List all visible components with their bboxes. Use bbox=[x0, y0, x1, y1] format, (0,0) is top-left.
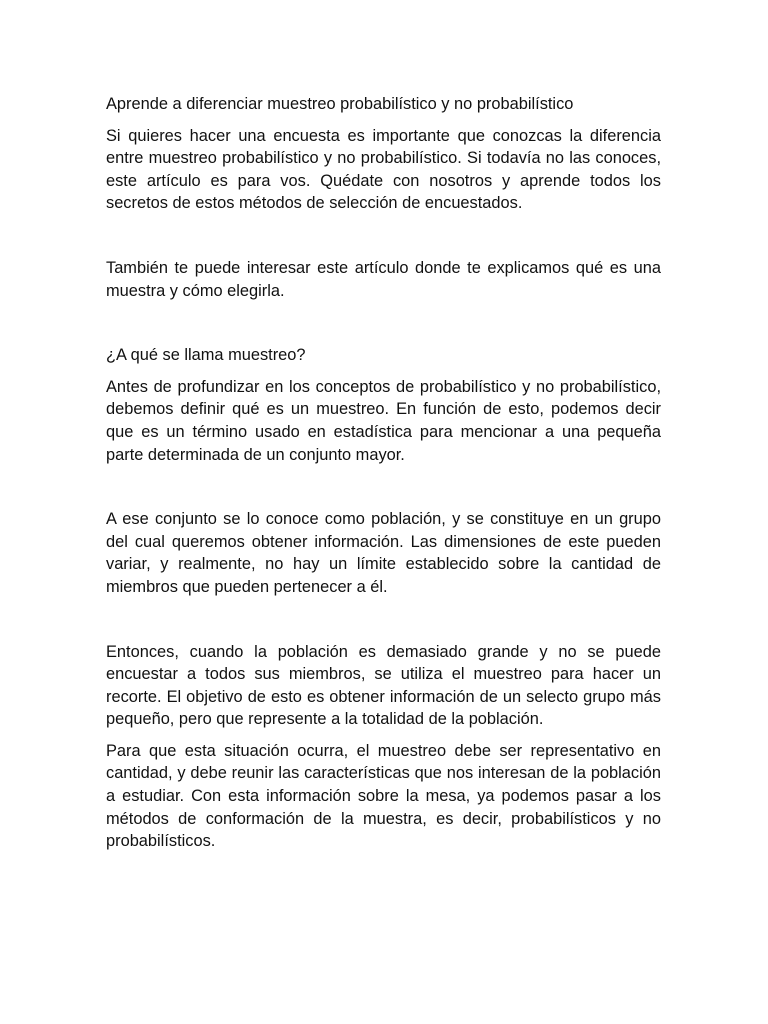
spacer bbox=[106, 599, 661, 641]
section-heading: ¿A qué se llama muestreo? bbox=[106, 346, 306, 365]
spacer bbox=[106, 731, 661, 740]
paragraph-representative: Para que esta situación ocurra, el muestreo debe ser representativo en cantidad, y debe reunir las características que nos interesan de la población a estudiar. Con esta información sobre la mesa, ya podemos pasar a los métodos de conformación de la muestra, es decir, probabilísticos y no probabilísticos. bbox=[106, 741, 661, 851]
spacer bbox=[106, 116, 661, 125]
spacer bbox=[106, 215, 661, 257]
paragraph-related-article: También te puede interesar este artículo donde te explicamos qué es una muestra y cómo elegirla. bbox=[106, 258, 661, 300]
paragraph-definition: Antes de profundizar en los conceptos de probabilístico y no probabilístico, debemos definir qué es un muestreo. En función de esto, podemos decir que es un término usado en estadística para mencionar a una pequeña parte determinada de un conjunto mayor. bbox=[106, 377, 661, 464]
paragraph-population: A ese conjunto se lo conoce como población, y se constituye en un grupo del cual queremos obtener información. Las dimensiones de este pueden variar, y realmente, no hay un límite establecido sobre la cantidad de miembros que pueden pertenecer a él. bbox=[106, 510, 661, 596]
paragraph-intro: Si quieres hacer una encuesta es importante que conozcas la diferencia entre muestreo probabilístico y no probabilístico. Si todavía no las conoces, este artículo es para vos. Quédate con nosotros y aprende todos los secretos de estos métodos de selección de encuestados. bbox=[106, 126, 661, 213]
paragraph-sampling-purpose: Entonces, cuando la población es demasiado grande y no se puede encuestar a todos sus miembros, se utiliza el muestreo para hacer un recorte. El objetivo de esto es obtener información de un selecto grupo más pequeño, pero que represente a la totalidad de la población. bbox=[106, 642, 661, 729]
spacer bbox=[106, 367, 661, 376]
spacer bbox=[106, 466, 661, 508]
document-title: Aprende a diferenciar muestreo probabilístico y no probabilístico bbox=[106, 95, 574, 113]
spacer bbox=[106, 302, 661, 344]
